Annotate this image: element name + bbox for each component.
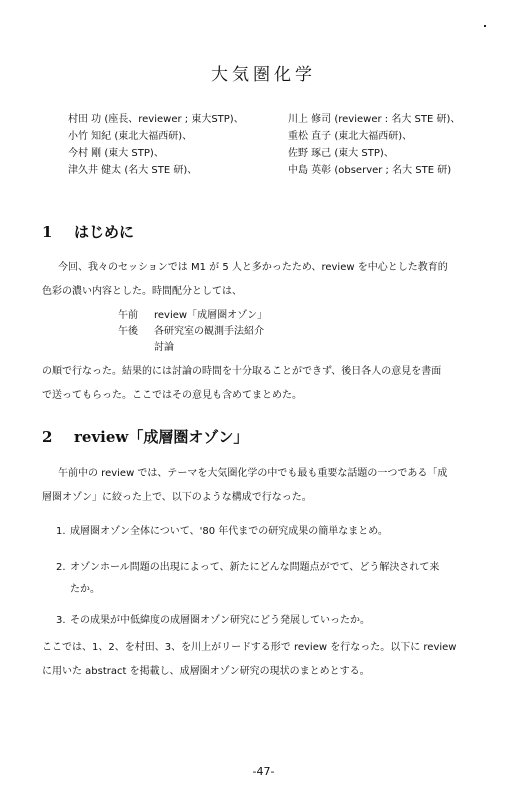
section-1-heading: [42, 221, 134, 242]
schedule-row-1: [118, 306, 267, 321]
author-7: 津久井 健太 (名大 STE 研)、: [68, 165, 198, 176]
schedule-label: 午前: [118, 310, 138, 321]
list-item-number: 3.: [56, 615, 66, 626]
list-item-number: 2.: [56, 562, 66, 573]
author-8: 中島 英彰 (observer ; 名大 STE 研): [288, 165, 452, 176]
section-1-para-1: [42, 256, 502, 304]
schedule-text: review「成層圏オゾン」: [154, 310, 268, 321]
section-1-number: 1: [42, 223, 53, 241]
author-4: 重松 直子 (東北大福西研)、: [288, 131, 413, 142]
schedule-label: 午後: [118, 326, 138, 337]
author-6: 佐野 琢己 (東大 STP)、: [288, 148, 394, 159]
section-1-para-2-line-1: の順で行なった。結果的には討論の時間を十分取ることができず、後日各人の意見を書面: [42, 366, 442, 377]
section-2-para-1-line-2: 層圏オゾン」に絞った上で、以下のような構成で行なった。: [42, 492, 312, 503]
schedule-text: 各研究室の観測手法紹介: [154, 326, 264, 337]
list-item-text: オゾンホール問題の出現によって、新たにどんな問題点がでて、どう解決されて来: [70, 562, 440, 573]
author-5: 今村 剛 (東大 STP)、: [68, 148, 164, 159]
list-item-number: 1.: [56, 526, 66, 537]
list-item-1: [56, 522, 388, 537]
section-2-number: 2: [42, 428, 53, 446]
section-1-para-2-line-2: で送ってもらった。ここではその意見も含めてまとめた。: [42, 390, 302, 401]
list-item-3: [56, 611, 370, 626]
section-1-para-1-line-2: 色彩の濃い内容とした。時間配分としては、: [42, 286, 242, 297]
section-2-para-2: [42, 636, 502, 684]
schedule-row-2: [118, 322, 264, 337]
author-1: 村田 功 (座長、reviewer ; 東大STP)、: [68, 114, 244, 125]
author-2: 川上 修司 (reviewer : 名大 STE 研)、: [288, 114, 461, 125]
section-1-title: はじめに: [74, 223, 135, 241]
list-item-text-continued: たか。: [70, 584, 100, 595]
section-1-para-2: [42, 360, 502, 408]
author-3: 小竹 知紀 (東北大福西研)、: [68, 131, 193, 142]
schedule-row-3: [118, 338, 174, 353]
list-item-text: 成層圏オゾン全体について、'80 年代までの研究成果の簡単なまとめ。: [70, 526, 388, 537]
page-title: 大気圏化学: [211, 65, 316, 85]
section-1-para-1-line-1: 今回、我々のセッションでは M1 が 5 人と多かったため、review を中心とした教育的: [58, 262, 448, 273]
section-2-title: review「成層圏オゾン」: [74, 428, 249, 446]
section-2-heading: [42, 426, 248, 447]
list-item-2: [56, 557, 439, 601]
schedule-text: 討論: [154, 342, 174, 353]
scan-dot-mark: [484, 25, 486, 27]
section-2-para-1: [42, 462, 502, 510]
list-item-text: その成果が中低緯度の成層圏オゾン研究にどう発展していったか。: [70, 615, 370, 626]
section-2-para-2-line-2: に用いた abstract を掲載し、成層圏オゾン研究の現状のまとめとする。: [42, 666, 370, 677]
page-number: -47-: [252, 765, 275, 778]
section-2-para-1-line-1: 午前中の review では、テーマを大気圏化学の中でも最も重要な話題の一つである「成: [58, 468, 448, 479]
section-2-para-2-line-1: ここでは、1、2、を村田、3、を川上がリードする形で review を行なった。以下に review: [42, 642, 457, 653]
